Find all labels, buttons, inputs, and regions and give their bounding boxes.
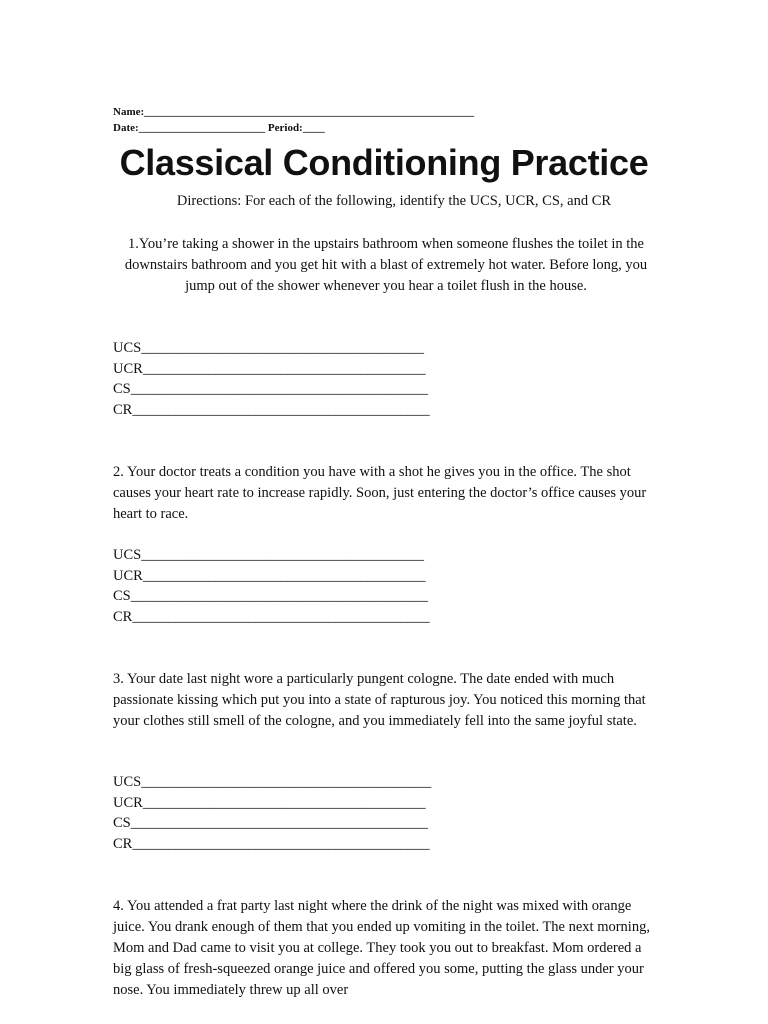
student-info-header bbox=[113, 104, 474, 136]
question-2-text: 2. Your doctor treats a condition you have with a shot he gives you in the office. The shot causes your heart rate to increase rapidly. Soon, just entering the doctor’s office causes your heart to race. bbox=[113, 464, 647, 522]
date-period-field: Date:_______________________ Period:____ bbox=[113, 122, 325, 134]
question-2-answers bbox=[113, 545, 430, 627]
question-4-text: 4. You attended a frat party last night where the drink of the night was mixed with orange juice. You drank enough of them that you ended up vomiting in the toilet. The next morning, Mom and Dad came to visit you at college. They took you out to breakfast. Mom ordered a big glass of fresh-squeezed orange juice and offered you some, putting the glass under your nose. You immediately threw up all over bbox=[113, 898, 650, 998]
ucs-answer-line: UCS_______________________________________ bbox=[113, 340, 424, 356]
question-3-text: 3. Your date last night wore a particularly pungent cologne. The date ended with much passionate kissing which put you into a state of rapturous joy. You noticed this morning that your clothes still smell of the cologne, and you immediately fell into the same joyful state. bbox=[113, 671, 646, 729]
cr-answer-line: CR_________________________________________ bbox=[113, 835, 430, 852]
ucr-answer-line: UCR_______________________________________ bbox=[113, 360, 426, 377]
question-1-text: 1.You’re taking a shower in the upstairs bathroom when someone flushes the toilet in the downstairs bathroom and you get hit with a blast of extremely hot water. Before long, you jump out of the shower whenever you hear a toilet flush in the house. bbox=[124, 236, 648, 294]
directions-text: Directions: For each of the following, identify the UCS, UCR, CS, and CR bbox=[176, 193, 612, 209]
ucs-answer-line: UCS________________________________________ bbox=[113, 774, 432, 790]
cs-answer-line: CS_________________________________________ bbox=[113, 381, 428, 397]
cs-answer-line: CS_________________________________________ bbox=[113, 588, 428, 604]
ucr-answer-line: UCR_______________________________________ bbox=[113, 794, 426, 811]
cr-answer-line: CR_________________________________________ bbox=[113, 401, 430, 418]
name-field: Name:____________________________________________________________ bbox=[113, 106, 475, 118]
cr-answer-line: CR_________________________________________ bbox=[113, 608, 430, 625]
ucs-answer-line: UCS_______________________________________ bbox=[113, 547, 424, 563]
ucr-answer-line: UCR_______________________________________ bbox=[113, 567, 426, 584]
page-title: Classical Conditioning Practice bbox=[119, 142, 649, 183]
question-3-answers bbox=[113, 772, 431, 854]
cs-answer-line: CS_________________________________________ bbox=[113, 815, 428, 831]
question-1-answers bbox=[113, 338, 430, 420]
